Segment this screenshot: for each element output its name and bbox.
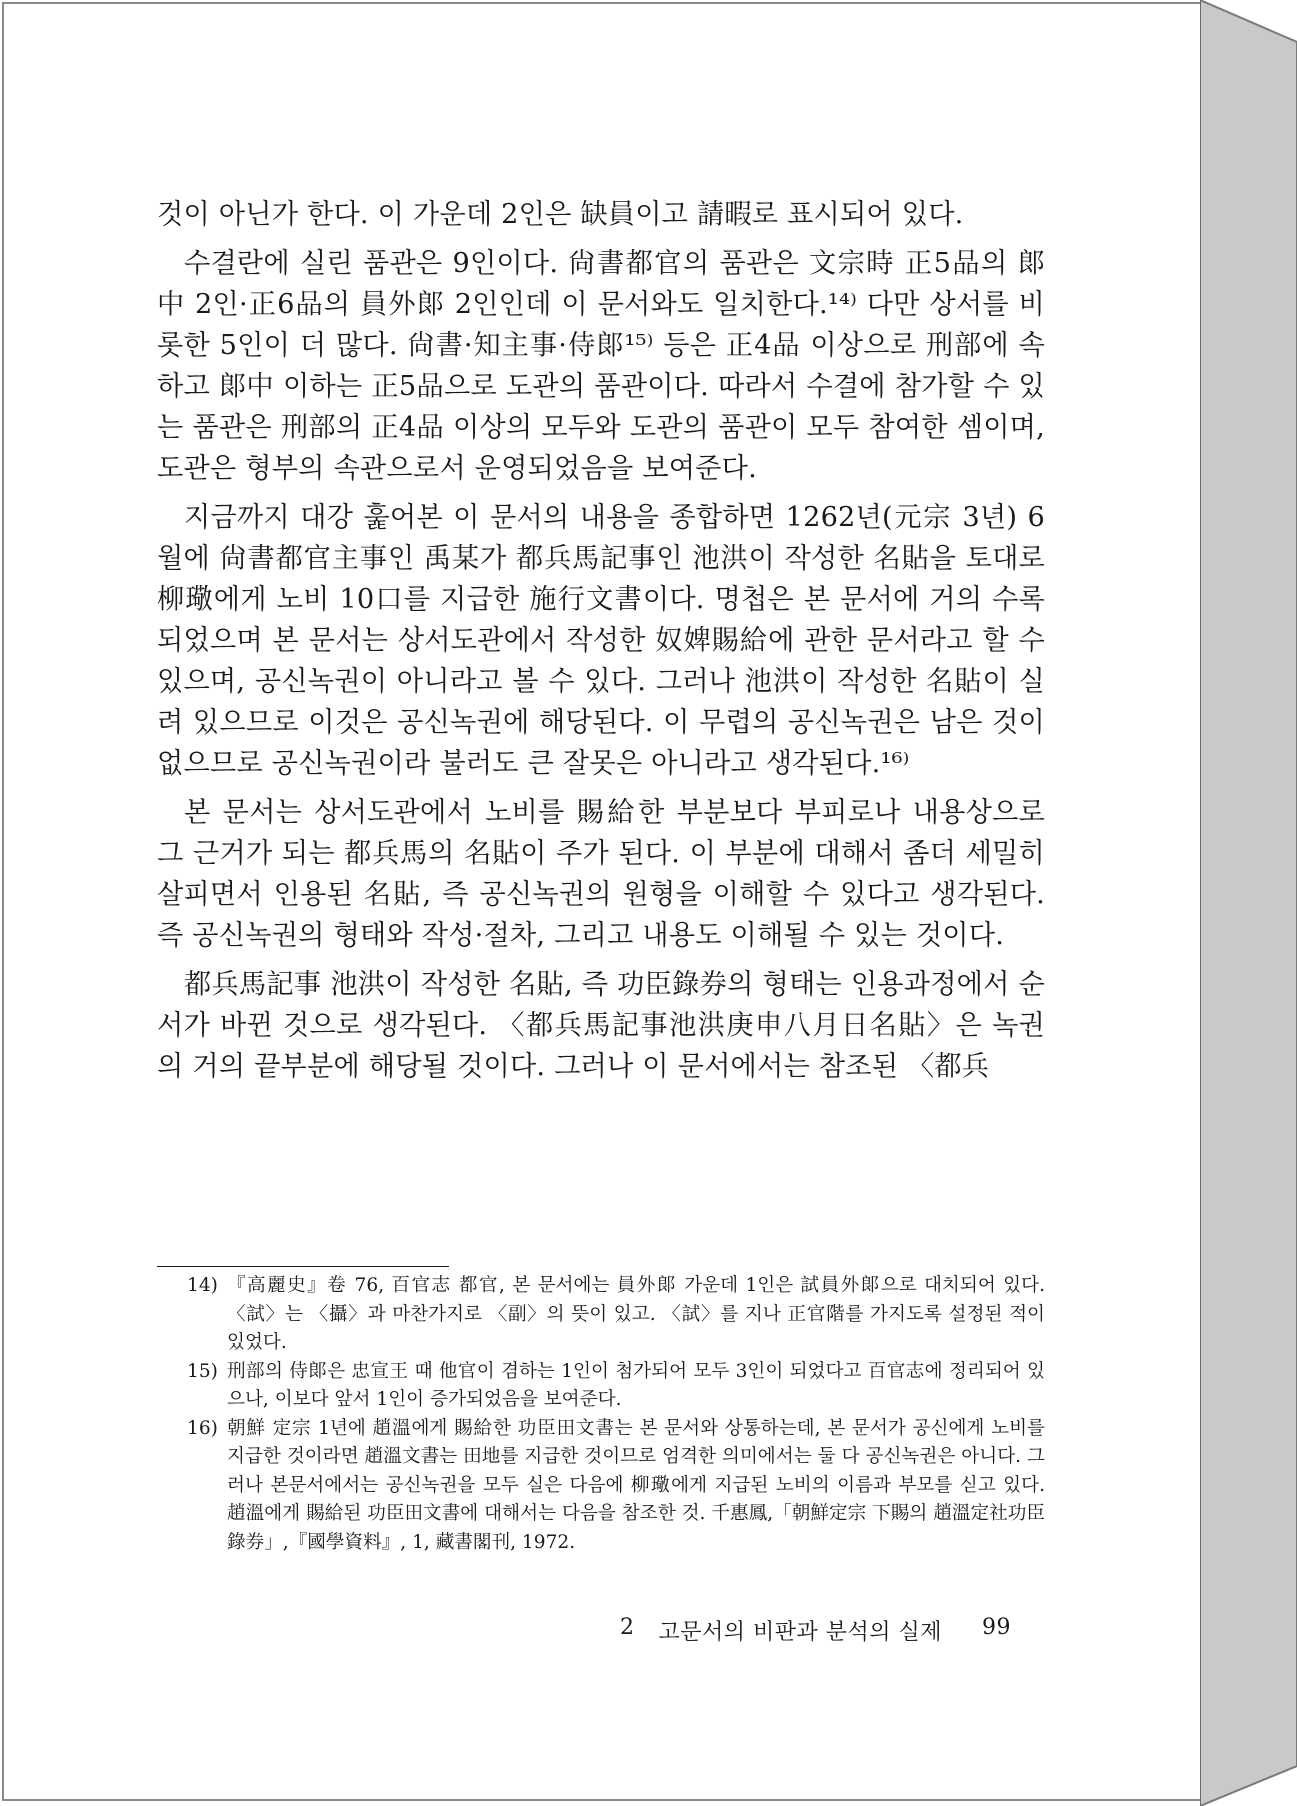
footnote-text: 『高麗史』卷 76, 百官志 都官, 본 문서에는 員外郞 가운데 1인은 試員外郞으로 대치되어 있다. 〈試〉는 〈攝〉과 마찬가지로 〈副〉의 뜻이 있고. 〈試〉를 지나 正官階를 가지도록 설정된 적이 있었다. bbox=[227, 1275, 1045, 1353]
footnote bbox=[157, 1415, 1045, 1558]
footnotes bbox=[157, 1272, 1045, 1557]
footnote-divider bbox=[157, 1266, 449, 1267]
paragraph: 都兵馬記事 池洪이 작성한 名貼, 즉 功臣錄券의 형태는 인용과정에서 순서가 바뀐 것으로 생각된다. 〈都兵馬記事池洪庚申八月日名貼〉은 녹권의 거의 끝부분에 해당될 것이다. 그러나 이 문서에서는 참조된 〈都兵 bbox=[157, 969, 1045, 1082]
footnote-number: 16) bbox=[187, 1417, 218, 1439]
body-text bbox=[157, 194, 1045, 1095]
chapter-title: 고문서의 비판과 분석의 실제 bbox=[658, 1620, 943, 1645]
chapter-number: 2 bbox=[620, 1615, 635, 1640]
footnote bbox=[157, 1358, 1045, 1415]
footnote bbox=[157, 1272, 1045, 1358]
footnote-text: 朝鮮 定宗 1년에 趙溫에게 賜給한 功臣田文書는 본 문서와 상통하는데, 본 문서가 공신에게 노비를 지급한 것이라면 趙溫文書는 田地를 지급한 것이므로 엄격한 의미에서는 둘 다 공신녹권은 아니다. 그러나 본문서에서는 공신녹권을 모두 실은 다음에 柳璥에게 지급된 노비의 이름과 부모를 싣고 있다. 趙溫에게 賜給된 功臣田文書에 대해서는 다음을 참조한 것. 千惠鳳,「朝鮮定宗 下賜의 趙溫定社功臣錄券」,『國學資料』, 1, 藏書閣刊, 1972. bbox=[227, 1417, 1045, 1553]
paragraph: 본 문서는 상서도관에서 노비를 賜給한 부분보다 부피로나 내용상으로 그 근거가 되는 都兵馬의 名貼이 주가 된다. 이 부분에 대해서 좀더 세밀히 살피면서 인용된 名貼, 즉 공신녹권의 원형을 이해할 수 있다고 생각된다. 즉 공신녹권의 형태와 작성·절차, 그리고 내용도 이해될 수 있는 것이다. bbox=[157, 797, 1045, 951]
footnote-number: 14) bbox=[187, 1275, 218, 1296]
running-footer bbox=[620, 1615, 1060, 1646]
page-number: 99 bbox=[982, 1615, 1012, 1640]
paragraph: 수결란에 실린 품관은 9인이다. 尙書都官의 품관은 文宗時 正5品의 郞中 2인·正6品의 員外郞 2인인데 이 문서와도 일치한다.¹⁴⁾ 다만 상서를 비롯한 5인이 더 많다. 尙書·知主事·侍郞¹⁵⁾ 등은 正4品 이상으로 刑部에 속하고 郞中 이하는 正5品으로 도관의 품관이다. 따라서 수결에 참가할 수 있는 품관은 刑部의 正4品 이상의 모두와 도관의 품관이 모두 참여한 셈이며, 도관은 형부의 속관으로서 운영되었음을 보여준다. bbox=[157, 248, 1045, 484]
book-spine bbox=[1200, 0, 1297, 1806]
footnote-number: 15) bbox=[187, 1360, 218, 1382]
paragraph: 것이 아닌가 한다. 이 가운데 2인은 缺員이고 請暇로 표시되어 있다. bbox=[157, 199, 964, 230]
paragraph: 지금까지 대강 훑어본 이 문서의 내용을 종합하면 1262년(元宗 3년) 6월에 尙書都官主事인 禹某가 都兵馬記事인 池洪이 작성한 名貼을 토대로 柳璥에게 노비 10口를 지급한 施行文書이다. 명첩은 본 문서에 거의 수록되었으며 본 문서는 상서도관에서 작성한 奴婢賜給에 관한 문서라고 할 수 있으며, 공신녹권이 아니라고 볼 수 있다. 그러나 池洪이 작성한 名貼이 실려 있으므로 이것은 공신녹권에 해당된다. 이 무렵의 공신녹권은 남은 것이 없으므로 공신녹권이라 불러도 큰 잘못은 아니라고 생각된다.¹⁶⁾ bbox=[157, 502, 1045, 779]
footnote-text: 刑部의 侍郞은 忠宣王 때 他官이 겸하는 1인이 첨가되어 모두 3인이 되었다고 百官志에 정리되어 있으나, 이보다 앞서 1인이 증가되었음을 보여준다. bbox=[227, 1360, 1045, 1410]
